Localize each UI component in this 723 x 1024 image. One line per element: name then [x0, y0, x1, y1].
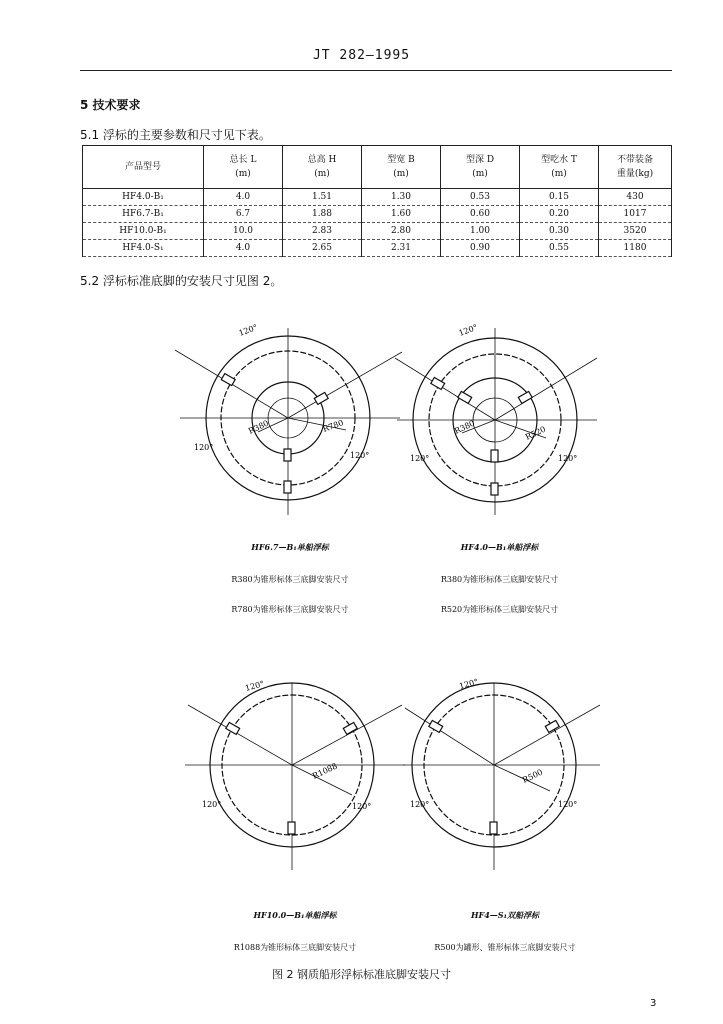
angle-label: 120° — [410, 800, 430, 809]
figure-hf4-s1 — [400, 675, 610, 875]
mounting-diagram — [400, 675, 610, 875]
figure-note: R780为锥形标体三底脚安装尺寸 — [231, 605, 349, 614]
table-cell: 1180 — [599, 240, 672, 257]
col-header: 产品型号 — [83, 146, 204, 189]
table-cell: 1.00 — [441, 223, 520, 240]
radius-label: R1088 — [311, 761, 339, 781]
table-cell: 1.51 — [283, 189, 362, 206]
col-header: 不带装备 重量(kg) — [599, 146, 672, 189]
page-header: JT 282—1995 — [312, 48, 411, 63]
angle-label: 120° — [202, 800, 222, 809]
table-cell: 0.15 — [520, 189, 599, 206]
figure-title: HF10.0—B₁单船浮标 — [253, 910, 337, 920]
angle-label: 120° — [237, 322, 259, 338]
mounting-diagram — [170, 320, 410, 520]
col-header: 总高 H (m) — [283, 146, 362, 189]
angle-label: 120° — [194, 443, 214, 452]
table-cell: 3520 — [599, 223, 672, 240]
angle-label: 120° — [410, 454, 430, 463]
figure-note: R1088为锥形标体三底脚安装尺寸 — [233, 943, 357, 952]
table-row — [83, 189, 672, 206]
table-row — [83, 240, 672, 257]
table-cell: 0.90 — [441, 240, 520, 257]
figure-note: R520为锥形标体三底脚安装尺寸 — [440, 605, 559, 614]
radius-label: R780 — [321, 418, 345, 434]
figure-note: R380为锥形标体三底脚安装尺寸 — [231, 575, 349, 584]
figure-title: HF4.0—B₁单船浮标 — [460, 542, 539, 552]
figure-caption: 图 2 钢质船形浮标标准底脚安装尺寸 — [272, 968, 451, 981]
table-cell: 0.53 — [441, 189, 520, 206]
table-cell: 6.7 — [204, 206, 283, 223]
mounting-diagram — [180, 675, 410, 875]
col-header: 总长 L (m) — [204, 146, 283, 189]
table-cell: 4.0 — [204, 240, 283, 257]
radius-label: R380 — [247, 418, 271, 436]
angle-label: 120° — [350, 451, 370, 460]
table-row — [83, 223, 672, 240]
table-cell: 1.88 — [283, 206, 362, 223]
table-cell: 4.0 — [204, 189, 283, 206]
radius-label: R380 — [453, 418, 477, 436]
paragraph-5-1: 5.1 浮标的主要参数和尺寸见下表。 — [80, 128, 271, 142]
figure-title: HF4—S₁双船浮标 — [470, 910, 540, 920]
table-cell: 430 — [599, 189, 672, 206]
angle-label: 120° — [244, 679, 266, 693]
table-cell: 1.30 — [362, 189, 441, 206]
angle-label: 120° — [457, 322, 479, 338]
col-header: 型深 D (m) — [441, 146, 520, 189]
figure-hf6-7 — [170, 320, 410, 520]
spec-table — [82, 145, 672, 257]
table-cell: 0.30 — [520, 223, 599, 240]
table-cell: 1.60 — [362, 206, 441, 223]
header-rule — [80, 70, 672, 71]
table-cell: 2.80 — [362, 223, 441, 240]
table-row — [83, 206, 672, 223]
figure-hf4-0 — [392, 320, 607, 520]
table-cell: 2.31 — [362, 240, 441, 257]
angle-label: 120° — [352, 802, 372, 811]
table-cell: 10.0 — [204, 223, 283, 240]
paragraph-5-2: 5.2 浮标标准底脚的安装尺寸见图 2。 — [80, 274, 283, 288]
table-cell: 2.65 — [283, 240, 362, 257]
table-cell: 1017 — [599, 206, 672, 223]
radius-label: R500 — [521, 767, 545, 785]
angle-label: 120° — [458, 677, 480, 691]
figure-note: R380为锥形标体三底脚安装尺寸 — [440, 575, 559, 584]
angle-label: 120° — [558, 800, 578, 809]
figure-hf10-0 — [180, 675, 410, 875]
page-number: 3 — [650, 998, 657, 1009]
angle-label: 120° — [558, 454, 578, 463]
table-cell: 0.20 — [520, 206, 599, 223]
table-cell: HF6.7-B₁ — [83, 206, 204, 223]
figure-note: R500为罐形、锥形标体三底脚安装尺寸 — [434, 943, 576, 952]
figure-title: HF6.7—B₁单船浮标 — [251, 542, 329, 552]
table-cell: HF4.0-S₁ — [83, 240, 204, 257]
table-cell: HF10.0-B₁ — [83, 223, 204, 240]
radius-label: R520 — [524, 424, 548, 442]
table-header-row — [83, 146, 672, 189]
col-header: 型宽 B (m) — [362, 146, 441, 189]
table-cell: 0.55 — [520, 240, 599, 257]
table-cell: HF4.0-B₁ — [83, 189, 204, 206]
table-cell: 2.83 — [283, 223, 362, 240]
table-cell: 0.60 — [441, 206, 520, 223]
section-title: 5 技术要求 — [80, 98, 141, 112]
col-header: 型吃水 T (m) — [520, 146, 599, 189]
mounting-diagram — [392, 320, 607, 520]
